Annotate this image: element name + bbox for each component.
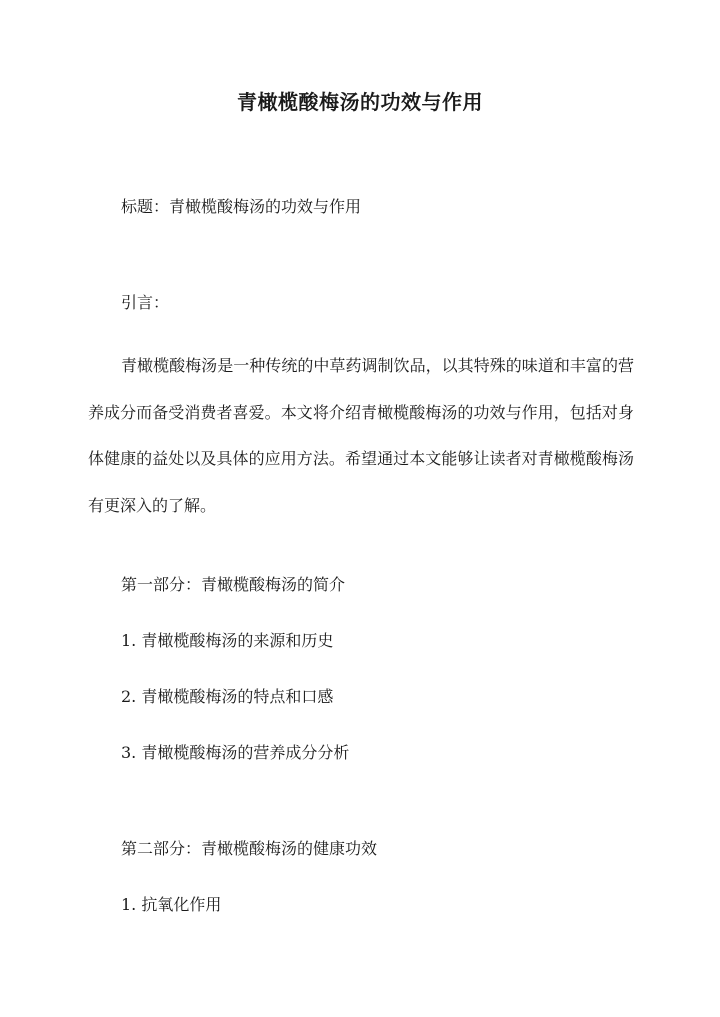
- intro-paragraph: 青橄榄酸梅汤是一种传统的中草药调制饮品，以其特殊的味道和丰富的营养成分而备受消费者喜爱。本文将介绍青橄榄酸梅汤的功效与作用，包括对身体健康的益处以及具体的应用方法。希望通过本文能够让读者对青橄榄酸梅汤有更深入的了解。: [88, 356, 634, 515]
- section1-item: 2. 青橄榄酸梅汤的特点和口感: [121, 687, 334, 706]
- section2-heading: 第二部分：青橄榄酸梅汤的健康功效: [121, 839, 378, 858]
- intro-label: 引言：: [121, 293, 170, 312]
- section1-item: 3. 青橄榄酸梅汤的营养成分分析: [121, 743, 350, 762]
- section1-item: 1. 青橄榄酸梅汤的来源和历史: [121, 631, 334, 650]
- section1-heading: 第一部分：青橄榄酸梅汤的简介: [121, 575, 346, 594]
- section2-item: 1. 抗氧化作用: [121, 895, 222, 914]
- document-title: 青橄榄酸梅汤的功效与作用: [237, 90, 483, 114]
- heading-label: 标题：青橄榄酸梅汤的功效与作用: [121, 197, 362, 216]
